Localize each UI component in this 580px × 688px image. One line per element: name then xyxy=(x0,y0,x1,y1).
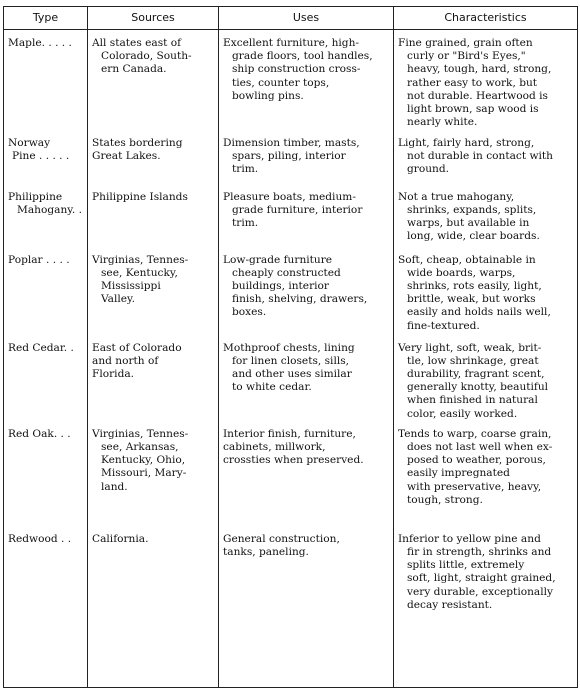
cell-type xyxy=(4,526,88,688)
cell-uses xyxy=(219,335,394,421)
cell-characteristics xyxy=(394,130,578,184)
cell-line: light brown, sap wood is xyxy=(407,103,539,116)
cell-line: curly or "Bird's Eyes," xyxy=(407,50,526,63)
cell-line: and other uses similar xyxy=(232,367,352,380)
cell-line: crossties when preserved. xyxy=(223,454,364,467)
cell-line: when finished in natural xyxy=(407,394,538,407)
header-type: Type xyxy=(4,7,88,30)
cell-line: Low-grade furniture xyxy=(223,253,333,266)
cell-line: Fine grained, grain often xyxy=(398,37,533,49)
cell-type xyxy=(4,184,88,247)
cell-line: Valley. xyxy=(101,293,135,306)
cell-line: shrinks, rots easily, light, xyxy=(407,279,542,292)
cell-line: tanks, paneling. xyxy=(223,545,309,558)
cell-line: grade floors, tool handles, xyxy=(232,50,373,63)
header-characteristics: Characteristics xyxy=(394,7,578,30)
cell-uses xyxy=(219,184,394,247)
cell-characteristics xyxy=(394,335,578,421)
cell-line: buildings, interior xyxy=(232,279,329,292)
cell-line: Interior finish, furniture, xyxy=(223,427,356,440)
cell-line: ties, counter tops, xyxy=(232,76,330,89)
cell-sources xyxy=(88,247,219,335)
cell-line: Redwood . . xyxy=(8,532,72,545)
cell-line: warps, but available in xyxy=(407,216,530,229)
table-row xyxy=(4,526,578,688)
cell-line: Pleasure boats, medium- xyxy=(223,190,356,203)
cell-line: Virginias, Tennes- xyxy=(92,253,189,266)
cell-type xyxy=(4,247,88,335)
cell-line: Not a true mahogany, xyxy=(398,190,515,203)
table-row xyxy=(4,335,578,421)
cell-line: heavy, tough, hard, strong, xyxy=(407,63,552,76)
cell-line: Norway xyxy=(8,136,51,149)
wood-types-table xyxy=(3,6,578,688)
cell-line: cabinets, millwork, xyxy=(223,440,326,453)
cell-line: Very light, soft, weak, brit- xyxy=(398,341,542,354)
cell-line: fir in strength, shrinks and xyxy=(407,545,552,558)
table-header xyxy=(4,7,578,30)
cell-characteristics xyxy=(394,184,578,247)
cell-characteristics xyxy=(394,30,578,130)
cell-type xyxy=(4,335,88,421)
cell-line: Poplar . . . . xyxy=(8,253,70,266)
cell-line: easily and holds nails well, xyxy=(407,306,551,319)
cell-line: trim. xyxy=(232,162,259,175)
cell-line: color, easily worked. xyxy=(407,407,518,420)
cell-line: All states east of xyxy=(92,37,182,49)
cell-line: Mothproof chests, lining xyxy=(223,341,355,354)
cell-line: easily impregnated xyxy=(407,467,510,480)
cell-line: East of Colorado xyxy=(92,341,182,354)
cell-line: land. xyxy=(101,480,128,493)
header-sources: Sources xyxy=(88,7,219,30)
cell-line: and north of xyxy=(92,354,159,367)
cell-line: Tends to warp, coarse grain, xyxy=(398,427,552,440)
cell-line: ground. xyxy=(407,162,450,175)
cell-sources xyxy=(88,184,219,247)
cell-uses xyxy=(219,526,394,688)
table-row xyxy=(4,247,578,335)
cell-line: splits little, extremely xyxy=(407,559,525,572)
cell-sources xyxy=(88,421,219,526)
cell-line: shrinks, expands, splits, xyxy=(407,203,537,216)
cell-characteristics xyxy=(394,421,578,526)
cell-line: ship construction cross- xyxy=(232,63,361,76)
cell-line: brittle, weak, but works xyxy=(407,293,536,306)
cell-characteristics xyxy=(394,526,578,688)
cell-line: trim. xyxy=(232,216,259,229)
cell-line: Mahogany. . xyxy=(17,203,82,216)
cell-line: wide boards, warps, xyxy=(407,266,516,279)
cell-line: durability, fragrant scent, xyxy=(407,367,545,380)
cell-line: tle, low shrinkage, great xyxy=(407,354,539,367)
cell-line: boxes. xyxy=(232,306,267,319)
table-row xyxy=(4,421,578,526)
cell-line: Missouri, Mary- xyxy=(101,467,187,480)
cell-line: for linen closets, sills, xyxy=(232,354,350,367)
cell-line: Mississippi xyxy=(101,279,161,292)
cell-uses xyxy=(219,421,394,526)
cell-line: not durable in contact with xyxy=(407,149,553,162)
cell-uses xyxy=(219,130,394,184)
cell-line: cheaply constructed xyxy=(232,266,341,279)
cell-line: Philippine Islands xyxy=(92,190,188,203)
cell-line: tough, strong. xyxy=(407,493,483,506)
cell-line: generally knotty, beautiful xyxy=(407,381,549,394)
cell-line: Kentucky, Ohio, xyxy=(101,454,186,467)
cell-line: finish, shelving, drawers, xyxy=(232,293,368,306)
cell-line: States bordering xyxy=(92,136,183,149)
cell-line: Florida. xyxy=(92,367,135,380)
cell-line: see, Arkansas, xyxy=(101,440,179,453)
cell-line: Red Oak. . . xyxy=(8,427,71,440)
cell-line: California. xyxy=(92,532,149,545)
cell-line: not durable. Heartwood is xyxy=(407,89,548,102)
header-uses: Uses xyxy=(219,7,394,30)
cell-line: to white cedar. xyxy=(232,381,312,394)
cell-uses xyxy=(219,247,394,335)
cell-line: with preservative, heavy, xyxy=(407,480,542,493)
cell-line: Philippine xyxy=(8,190,63,203)
cell-line: Colorado, South- xyxy=(101,50,192,63)
cell-sources xyxy=(88,130,219,184)
cell-line: fine-textured. xyxy=(407,319,480,332)
cell-line: posed to weather, porous, xyxy=(407,454,546,467)
cell-type xyxy=(4,30,88,130)
cell-line: bowling pins. xyxy=(232,89,304,102)
table-row xyxy=(4,184,578,247)
cell-line: Red Cedar. . xyxy=(8,341,74,354)
cell-type xyxy=(4,421,88,526)
cell-type xyxy=(4,130,88,184)
cell-line: soft, light, straight grained, xyxy=(407,572,556,585)
cell-line: Soft, cheap, obtainable in xyxy=(398,253,536,266)
cell-line: Great Lakes. xyxy=(92,149,161,162)
cell-line: see, Kentucky, xyxy=(101,266,178,279)
cell-line: does not last well when ex- xyxy=(407,440,553,453)
cell-line: Dimension timber, masts, xyxy=(223,136,360,149)
cell-line: Excellent furniture, high- xyxy=(223,37,359,49)
table-row xyxy=(4,130,578,184)
cell-sources xyxy=(88,335,219,421)
cell-line: Pine . . . . . xyxy=(12,149,70,162)
cell-line: General construction, xyxy=(223,532,340,545)
cell-uses xyxy=(219,30,394,130)
table-body xyxy=(4,30,578,688)
cell-line: long, wide, clear boards. xyxy=(407,230,540,243)
cell-line: Maple. . . . . xyxy=(8,37,72,49)
cell-line: spars, piling, interior xyxy=(232,149,346,162)
cell-line: Inferior to yellow pine and xyxy=(398,532,541,545)
cell-line: ern Canada. xyxy=(101,63,167,76)
table-row xyxy=(4,30,578,130)
cell-sources xyxy=(88,30,219,130)
cell-line: very durable, exceptionally xyxy=(407,585,553,598)
cell-characteristics xyxy=(394,247,578,335)
cell-line: decay resistant. xyxy=(407,598,493,611)
cell-sources xyxy=(88,526,219,688)
cell-line: Virginias, Tennes- xyxy=(92,427,189,440)
cell-line: nearly white. xyxy=(407,116,478,129)
cell-line: rather easy to work, but xyxy=(407,76,538,89)
cell-line: Light, fairly hard, strong, xyxy=(398,136,535,149)
cell-line: grade furniture, interior xyxy=(232,203,363,216)
